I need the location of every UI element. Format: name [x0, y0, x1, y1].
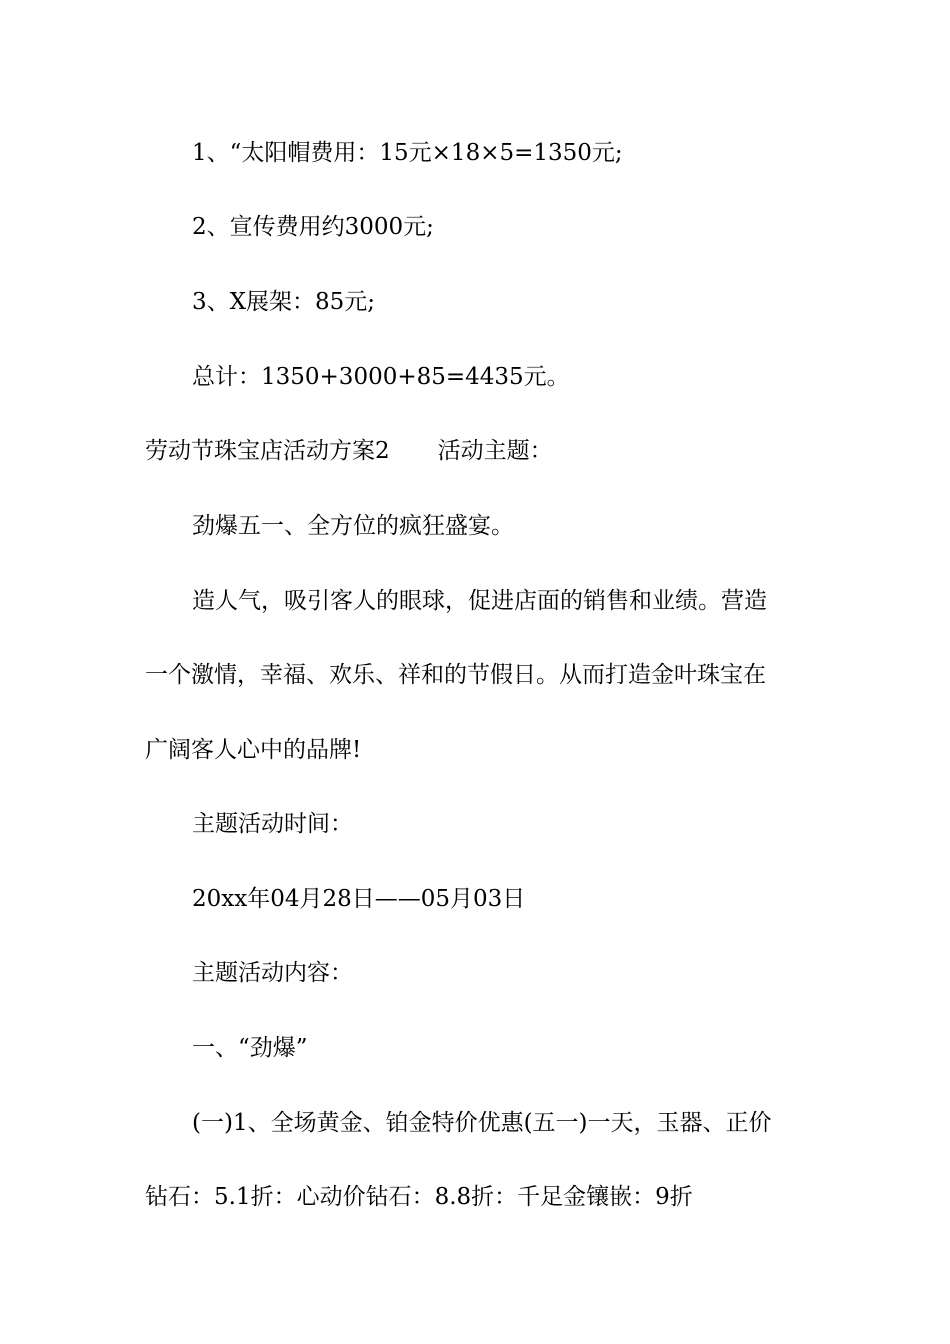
activity-theme-label: 活动主题：: [437, 438, 553, 464]
section-title: 劳动节珠宝店活动方案2: [145, 438, 390, 464]
activity-time-value: 20xx年04月28日——05月03日: [192, 886, 526, 912]
purpose-paragraph-line-2: 一个激情，幸福、欢乐、祥和的节假日。从而打造金叶珠宝在: [145, 662, 766, 688]
cost-total: 总计：1350+3000+85=4435元。: [192, 364, 570, 390]
purpose-paragraph-line-1: 造人气，吸引客人的眼球，促进店面的销售和业绩。营造: [192, 588, 767, 614]
cost-item-x-stand: 3、X展架：85元;: [192, 289, 376, 315]
discount-paragraph-line-1: (一)1、全场黄金、铂金特价优惠(五一)一天，玉器、正价: [192, 1110, 772, 1136]
theme-text: 劲爆五一、全方位的疯狂盛宴。: [192, 513, 514, 539]
cost-item-sun-hat: 1、“太阳帽费用：15元×18×5=1350元;: [192, 140, 623, 166]
section-heading-row: [0, 436, 950, 466]
content-heading-one: 一、“劲爆”: [192, 1035, 308, 1061]
discount-paragraph-line-2: 钻石：5.1折：心动价钻石：8.8折：千足金镶嵌：9折: [145, 1184, 693, 1210]
activity-time-label: 主题活动时间：: [192, 811, 353, 837]
purpose-paragraph-line-3: 广阔客人心中的品牌!: [145, 737, 362, 763]
cost-item-publicity: 2、宣传费用约3000元;: [192, 214, 434, 240]
activity-content-label: 主题活动内容：: [192, 960, 353, 986]
